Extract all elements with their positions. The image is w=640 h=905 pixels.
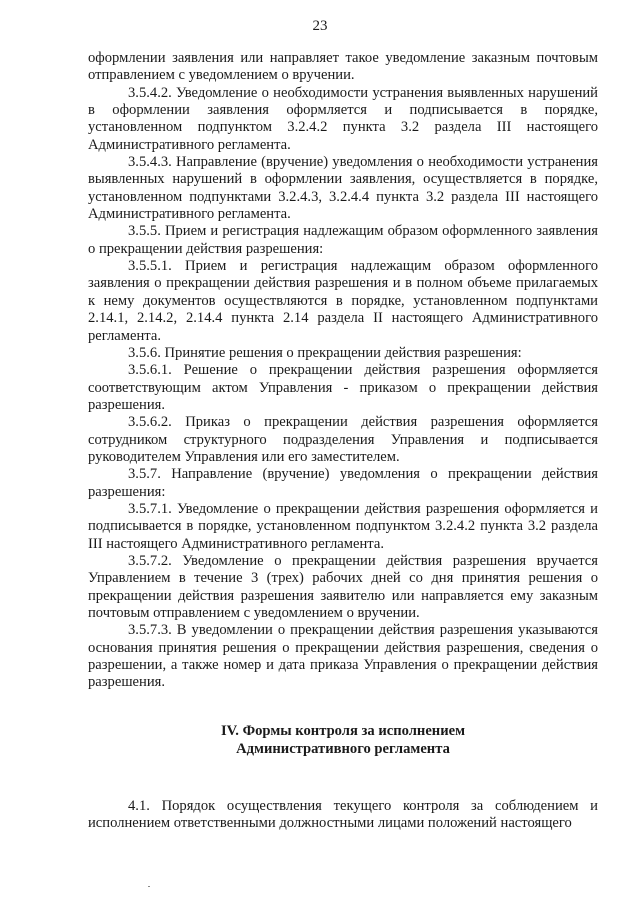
paragraph: 3.5.7.1. Уведомление о прекращении действия разрешения оформляется и подписывается в порядке, установленном подпунктом 3.2.4.2 пункта 3.2 раздела III настоящего Административного регламента. <box>88 500 598 552</box>
document-body <box>88 50 598 832</box>
paragraph: оформлении заявления или направляет такое уведомление заказным почтовым отправлением с уведомлением о вручении. <box>88 50 598 84</box>
paragraph: 3.5.6.1. Решение о прекращении действия разрешения оформляется соответствующим актом Управления - приказом о прекращении действия разрешения. <box>88 362 598 413</box>
section-heading <box>88 722 598 758</box>
paragraph: 3.5.6. Принятие решения о прекращении действия разрешения: <box>128 344 522 361</box>
closing-paragraph: 4.1. Порядок осуществления текущего контроля за соблюдением и исполнением ответственными должностными лицами положений настоящего <box>88 797 598 832</box>
paragraph: 3.5.7.3. В уведомлении о прекращении действия разрешения указываются основания принятия решения о прекращении действия разрешения, сведения о разрешении, а также номер и дата приказа Управления о прекращении действия разрешения. <box>88 622 598 691</box>
paragraph: 3.5.4.2. Уведомление о необходимости устранения выявленных нарушений в оформлении заявления оформляется и подписывается в порядке, установленном подпунктом 3.2.4.2 пункта 3.2 раздела III настоящего Административного регламента. <box>88 84 598 153</box>
page-number: 23 <box>312 18 328 34</box>
paragraph: 3.5.7.2. Уведомление о прекращении действия разрешения вручается Управлением в течение 3 (трех) рабочих дней со дня принятия решения о прекращении действия разрешения заявителю или направляется ему заказным почтовым отправлением с уведомлением о вручении. <box>88 552 598 621</box>
scan-speck <box>148 886 150 887</box>
paragraph: 3.5.6.2. Приказ о прекращении действия разрешения оформляется сотрудником структурного подразделения Управления и подписывается руководителем Управления или его заместителем. <box>88 414 598 465</box>
paragraph-list <box>88 50 598 692</box>
paragraph: 3.5.7. Направление (вручение) уведомления о прекращении действия разрешения: <box>88 466 598 500</box>
paragraph: 3.5.4.3. Направление (вручение) уведомления о необходимости устранения выявленных нарушений в оформлении заявления, осуществляется в порядке, установленном подпунктами 3.2.4.3, 3.2.4.4 пункта 3.2 раздела III настоящего Административного регламента. <box>88 154 598 223</box>
paragraph: 3.5.5. Прием и регистрация надлежащим образом оформленного заявления о прекращении действия разрешения: <box>88 223 598 257</box>
section-heading-line-2: Административного регламента <box>236 740 450 757</box>
section-heading-line-1: IV. Формы контроля за исполнением <box>220 722 466 739</box>
paragraph: 3.5.5.1. Прием и регистрация надлежащим образом оформленного заявления о прекращении действия разрешения и в полном объеме прилагаемых к нему документов осуществляются в порядке, установленном подпунктами 2.14.1, 2.14.2, 2.14.4 пункта 2.14 раздела II настоящего Административного регламента. <box>88 258 598 344</box>
